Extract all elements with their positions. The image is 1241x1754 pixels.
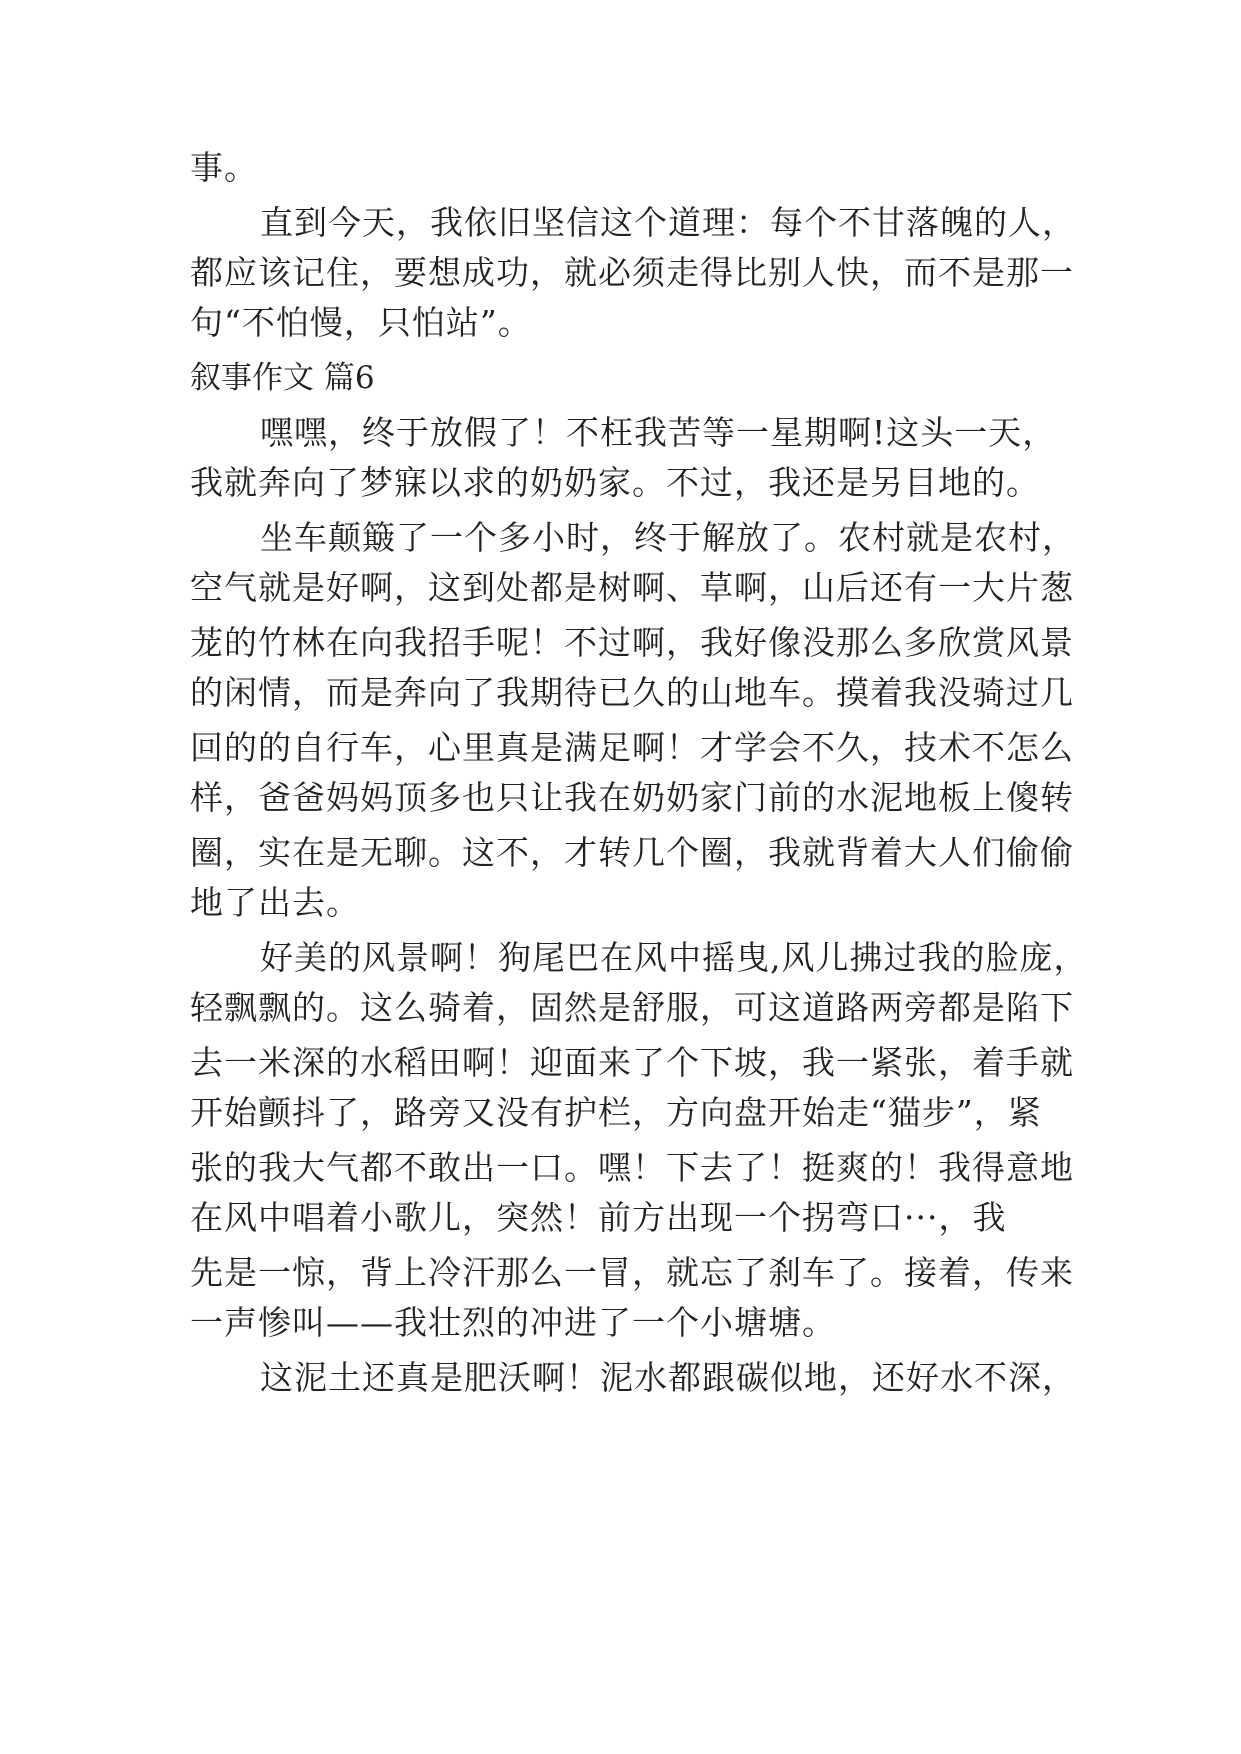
paragraph-start: 这泥土还真是肥沃啊！泥水都跟碳似地，还好水不深， bbox=[260, 1358, 1076, 1397]
text-line: 事。 bbox=[190, 148, 258, 187]
text-line: 轻飘飘的。这么骑着，固然是舒服，可这道路两旁都是陷下 bbox=[190, 988, 1074, 1027]
paragraph-start: 直到今天，我依旧坚信这个道理：每个不甘落魄的人， bbox=[260, 203, 1076, 242]
text-line: 茏的竹林在向我招手呢！不过啊，我好像没那么多欣赏风景 bbox=[190, 623, 1074, 662]
text-line: 地了出去。 bbox=[190, 883, 360, 922]
text-line: 样，爸爸妈妈顶多也只让我在奶奶家门前的水泥地板上傻转 bbox=[190, 778, 1074, 817]
text-line: 去一米深的水稻田啊！迎面来了个下坡，我一紧张，着手就 bbox=[190, 1043, 1074, 1082]
text-line: 我就奔向了梦寐以求的奶奶家。不过，我还是另目地的。 bbox=[190, 463, 1040, 502]
section-heading: 叙事作文 篇6 bbox=[190, 360, 375, 396]
text-line: 在风中唱着小歌儿，突然！前方出现一个拐弯口···，我 bbox=[190, 1198, 1007, 1237]
text-line: 开始颤抖了，路旁又没有护栏，方向盘开始走“猫步”，紧 bbox=[190, 1093, 1042, 1132]
paragraph-start: 好美的风景啊！狗尾巴在风中摇曳,风儿拂过我的脸庞， bbox=[260, 938, 1088, 977]
text-line: 圈，实在是无聊。这不，才转几个圈，我就背着大人们偷偷 bbox=[190, 833, 1074, 872]
text-line: 张的我大气都不敢出一口。嘿！下去了！挺爽的！我得意地 bbox=[190, 1148, 1074, 1187]
paragraph-start: 坐车颠簸了一个多小时，终于解放了。农村就是农村， bbox=[260, 518, 1076, 557]
text-line: 句“不怕慢，只怕站”。 bbox=[190, 303, 532, 342]
paragraph-start: 嘿嘿，终于放假了！不枉我苦等一星期啊!这头一天， bbox=[260, 413, 1057, 452]
text-line: 一声惨叫——我壮烈的冲进了一个小塘塘。 bbox=[190, 1303, 836, 1342]
text-line: 回的的自行车，心里真是满足啊！才学会不久，技术不怎么 bbox=[190, 728, 1074, 767]
text-line: 空气就是好啊，这到处都是树啊、草啊，山后还有一大片葱 bbox=[190, 568, 1074, 607]
text-line: 都应该记住，要想成功，就必须走得比别人快，而不是那一 bbox=[190, 253, 1074, 292]
text-line: 的闲情，而是奔向了我期待已久的山地车。摸着我没骑过几 bbox=[190, 673, 1074, 712]
text-line: 先是一惊，背上冷汗那么一冒，就忘了刹车了。接着，传来 bbox=[190, 1253, 1074, 1292]
